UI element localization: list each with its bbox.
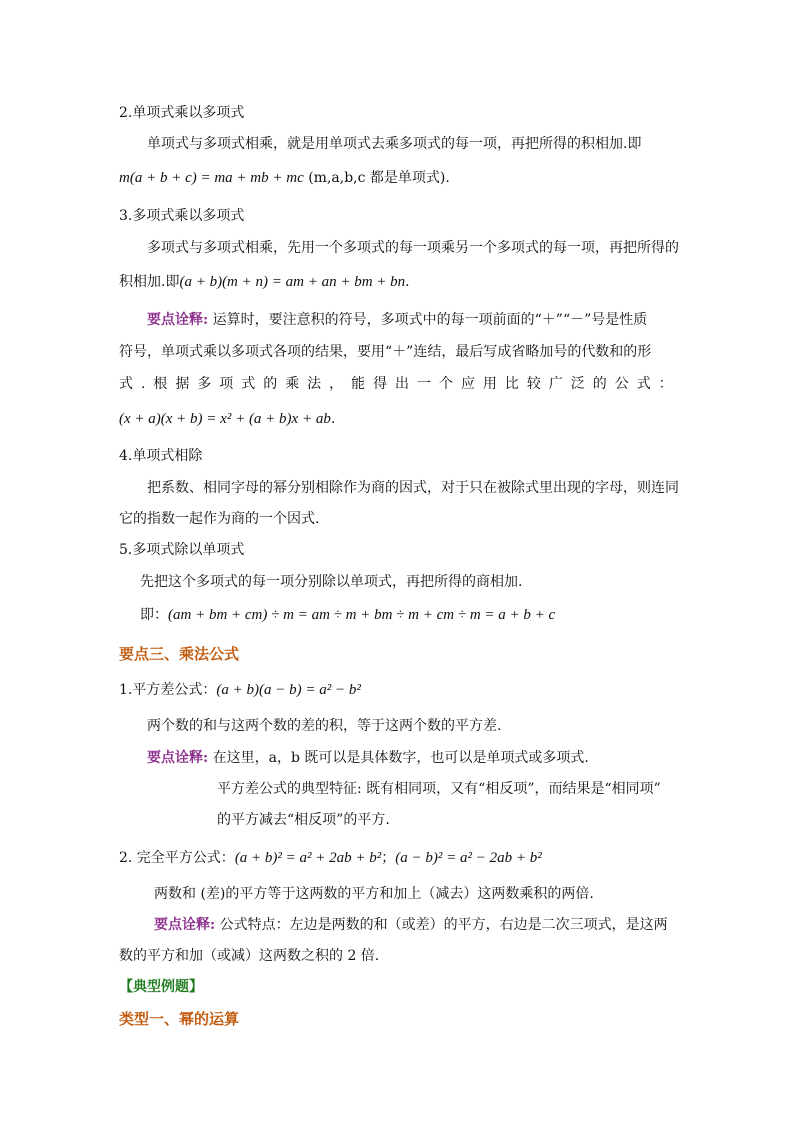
- justified-char: .: [140, 376, 146, 392]
- formula-line: [119, 409, 335, 429]
- justified-char: ：: [658, 376, 673, 392]
- justified-char: 根: [153, 376, 168, 392]
- justified-char: 法: [307, 376, 322, 392]
- justified-char: 广: [548, 376, 563, 392]
- heading-difference-of-squares: 1.平方差公式：: [119, 682, 217, 698]
- paragraph: 多项式与多项式相乘，先用一个多项式的每一项乘另一个多项式的每一项，再把所得的: [147, 240, 679, 256]
- justified-char: 乘: [285, 376, 300, 392]
- justified-char: ，: [329, 376, 344, 392]
- formula: (a − b)² = a² − 2ab + b²: [395, 850, 542, 866]
- formula: (a + b)(a − b) = a² − b²: [216, 682, 361, 698]
- heading-monomial-times-polynomial: 2.单项式乘以多项式: [119, 105, 245, 121]
- note-line: [147, 310, 647, 330]
- text: .: [405, 274, 410, 290]
- formula: (a + b)(m + n) = am + an + bm + bn: [179, 274, 406, 290]
- note-label: 要点诠释:: [147, 750, 209, 766]
- note-label: 要点诠释:: [147, 312, 209, 328]
- note-line: 符号，单项式乘以多项式各项的结果，要用“＋”连结，最后写成省略加号的代数和的形: [119, 344, 652, 360]
- formula: (a + b)² = a² + 2ab + b²: [234, 850, 382, 866]
- note-line: [147, 748, 589, 768]
- justified-char: 泛: [570, 376, 585, 392]
- note-line: 数的平方和加（或减）这两数之积的 2 倍.: [119, 948, 380, 964]
- note-line: [154, 915, 668, 935]
- text: .: [330, 411, 336, 427]
- justified-char: 的: [592, 376, 607, 392]
- type-heading: 类型一、幂的运算: [119, 1010, 240, 1028]
- justified-char: 较: [526, 376, 541, 392]
- justified-char: 得: [373, 376, 388, 392]
- justified-char: 能: [351, 376, 366, 392]
- section-heading: 要点三、乘法公式: [119, 645, 240, 663]
- formula-line: [119, 168, 450, 188]
- paragraph: 单项式与多项式相乘，就是用单项式去乘多项式的每一项，再把所得的积相加.即: [147, 136, 642, 152]
- paragraph: 先把这个多项式的每一项分别除以单项式，再把所得的商相加.: [140, 574, 523, 590]
- justified-char: 出: [395, 376, 410, 392]
- justified-char: 应: [460, 376, 475, 392]
- formula-line: [119, 848, 542, 868]
- justified-char: 式: [119, 376, 133, 392]
- formula-note: (m,a,b,c 都是单项式).: [308, 170, 450, 186]
- note-text: 在这里，a，b 既可以是具体数字，也可以是单项式或多项式.: [212, 750, 589, 766]
- note-line-justified: [119, 374, 673, 394]
- justified-char: 式: [241, 376, 256, 392]
- paragraph: 它的指数一起作为商的一个因式.: [119, 511, 320, 527]
- paragraph: 把系数、相同字母的幂分别相除作为商的因式，对于只在被除式里出现的字母，则连同: [147, 480, 679, 496]
- text: 积相加.即: [119, 274, 180, 290]
- formula: (am + bm + cm) ÷ m = am ÷ m + bm ÷ m + cm ÷ m = a + b + c: [168, 607, 556, 623]
- justified-char: 比: [504, 376, 519, 392]
- justified-char: 式: [636, 376, 651, 392]
- paragraph: 两个数的和与这两个数的差的积，等于这两个数的平方差.: [147, 718, 502, 734]
- note-line: 平方差公式的典型特征: 既有相同项，又有“相反项”，而结果是“相同项”: [217, 781, 661, 797]
- note-line: 的平方减去“相反项”的平方.: [217, 812, 390, 828]
- justified-char: 个: [438, 376, 453, 392]
- formula-line: [140, 605, 555, 625]
- examples-heading: 【典型例题】: [119, 979, 203, 995]
- justified-char: 项: [219, 376, 234, 392]
- formula-line: [119, 680, 361, 700]
- separator: ；: [381, 850, 396, 866]
- formula-line: [119, 272, 410, 292]
- heading-polynomial-division: 5.多项式除以单项式: [119, 542, 245, 558]
- formula: (x + a)(x + b) = x² + (a + b)x + ab: [119, 411, 331, 427]
- formula: m(a + b + c) = ma + mb + mc: [119, 170, 304, 186]
- justified-char: 据: [175, 376, 190, 392]
- note-text: 公式特点：左边是两数的和（或差）的平方，右边是二次三项式，是这两: [219, 917, 668, 933]
- justified-char: 公: [614, 376, 629, 392]
- note-label: 要点诠释:: [154, 917, 216, 933]
- text: 即：: [140, 607, 168, 623]
- paragraph: 两数和 (差)的平方等于这两数的平方和加上（减去）这两数乘积的两倍.: [154, 886, 594, 902]
- justified-char: 的: [263, 376, 278, 392]
- justified-char: 一: [417, 376, 432, 392]
- heading-monomial-division: 4.单项式相除: [119, 448, 203, 464]
- justified-char: 用: [482, 376, 497, 392]
- justified-char: 多: [197, 376, 212, 392]
- heading-perfect-square: 2. 完全平方公式：: [119, 850, 235, 866]
- note-text: 运算时，要注意积的符号，多项式中的每一项前面的“＋”“－”号是性质: [212, 312, 648, 328]
- heading-polynomial-times-polynomial: 3.多项式乘以多项式: [119, 208, 245, 224]
